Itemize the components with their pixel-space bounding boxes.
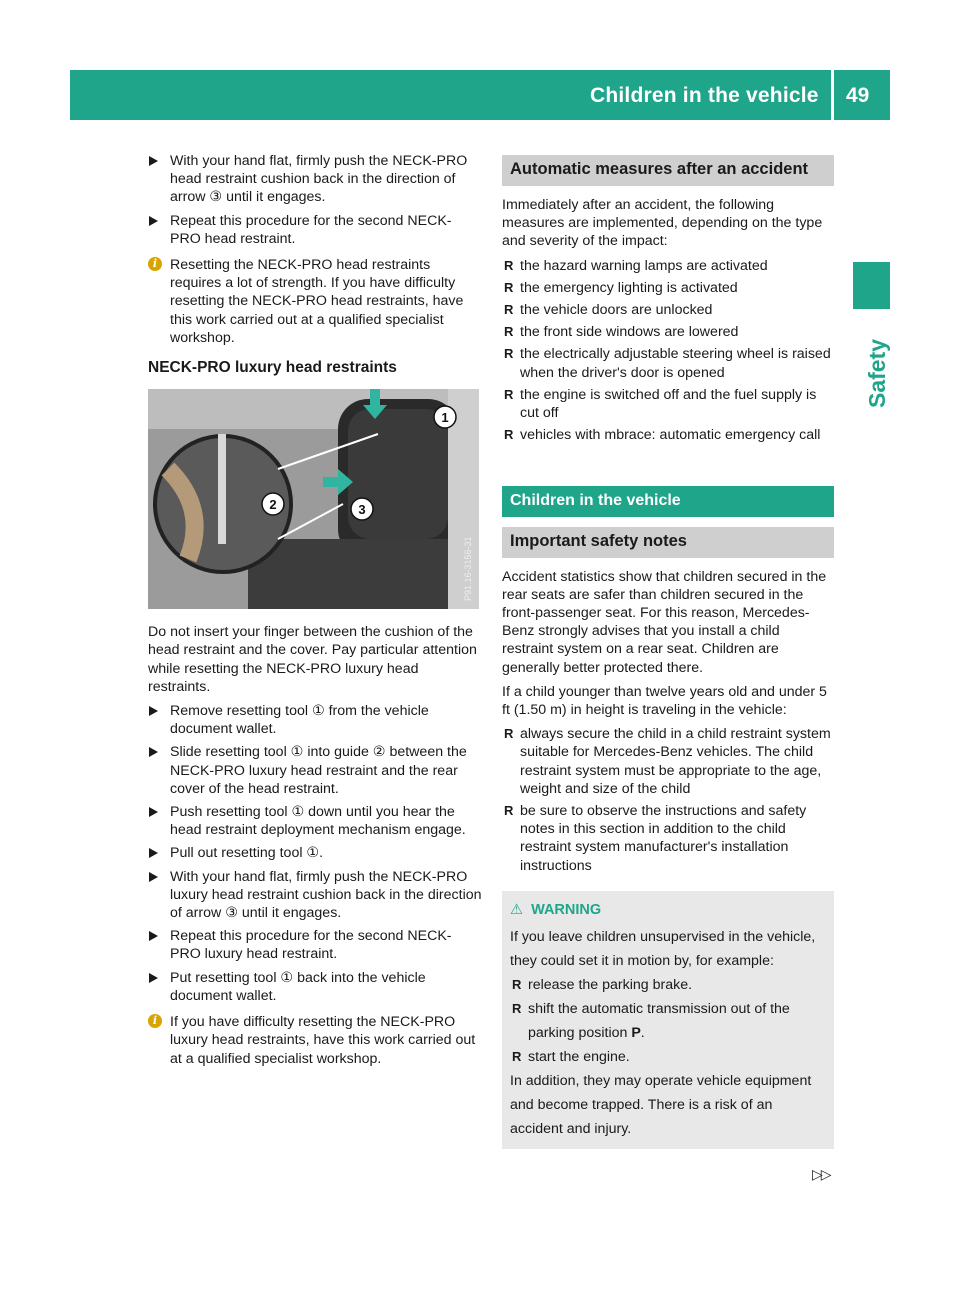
list-item: R the emergency lighting is activated bbox=[504, 279, 738, 296]
bullet-icon: R bbox=[504, 427, 514, 443]
figure-code: P91.16-3156-31 bbox=[463, 536, 473, 602]
head-restraint-photo bbox=[148, 389, 479, 609]
warning-triangle-icon: ⚠ bbox=[510, 901, 523, 918]
bullet-icon: R bbox=[504, 386, 514, 402]
page-title: Children in the vehicle bbox=[590, 84, 819, 107]
safety-notes-heading: Important safety notes bbox=[502, 527, 834, 558]
right-column bbox=[502, 155, 834, 1149]
list-item: R shift the automatic transmission out of the parking position P. bbox=[510, 997, 826, 1045]
warning-box bbox=[502, 891, 834, 1149]
step-item: Remove resetting tool ① from the vehicle document wallet. bbox=[148, 702, 482, 738]
list-item: R the engine is switched off and the fuel supply is cut off bbox=[504, 386, 817, 422]
step-arrow-icon bbox=[149, 973, 158, 983]
svg-text:3: 3 bbox=[358, 502, 366, 518]
info-icon: i bbox=[148, 1014, 162, 1028]
step-arrow-icon bbox=[149, 706, 158, 716]
bullet-icon: R bbox=[504, 324, 514, 340]
step-item: Push resetting tool ① down until you hear the head restraint deployment mechanism engage. bbox=[148, 803, 482, 839]
bullet-icon: R bbox=[504, 302, 514, 318]
list-item: R the front side windows are lowered bbox=[504, 324, 739, 341]
step-arrow-icon bbox=[149, 156, 158, 166]
step-arrow-icon bbox=[149, 807, 158, 817]
warning-outro: In addition, they may operate vehicle equipment and become trapped. There is a risk of an accident and injury. bbox=[510, 1073, 812, 1138]
svg-text:2: 2 bbox=[269, 497, 277, 513]
svg-text:1: 1 bbox=[441, 410, 449, 426]
children-heading: Children in the vehicle bbox=[502, 486, 834, 516]
auto-measures-heading: Automatic measures after an accident bbox=[502, 155, 834, 186]
left-column bbox=[148, 152, 482, 1078]
step-item: With your hand flat, firmly push the NECK-PRO luxury head restraint cushion back in the direction of arrow ③ until it engages. bbox=[148, 868, 482, 923]
info-note: i If you have difficulty resetting the NECK-PRO luxury head restraints, have this work carried out at a qualified specialist workshop. bbox=[148, 1013, 482, 1068]
bullet-icon: R bbox=[512, 1001, 522, 1017]
bullet-icon: R bbox=[504, 257, 514, 273]
step-arrow-icon bbox=[149, 872, 158, 882]
info-note: i Resetting the NECK-PRO head restraints requires a lot of strength. If you have difficulty resetting the NECK-PRO head restraints, have this work carried out at a qualified specialist workshop. bbox=[148, 256, 482, 347]
bullet-icon: R bbox=[512, 977, 522, 993]
step-item: Repeat this procedure for the second NECK-PRO luxury head restraint. bbox=[148, 927, 482, 963]
warning-intro: If you leave children unsupervised in the vehicle, they could set it in motion by, for example: bbox=[510, 929, 816, 970]
list-item: R release the parking brake. bbox=[510, 973, 826, 997]
list-item: R the hazard warning lamps are activated bbox=[504, 257, 768, 274]
safety-paragraph: If a child younger than twelve years old and under 5 ft (1.50 m) in height is traveling in the vehicle: bbox=[502, 683, 827, 719]
step-item: Put resetting tool ① back into the vehicle document wallet. bbox=[148, 969, 482, 1005]
section-tab-marker bbox=[853, 262, 890, 309]
step-item: Pull out resetting tool ①. bbox=[148, 844, 482, 862]
list-item: R be sure to observe the instructions and safety notes in this section in addition to the child restraint system manufacturer's installation instructions bbox=[504, 803, 807, 874]
bullet-icon: R bbox=[512, 1049, 522, 1065]
step-item: With your hand flat, firmly push the NECK-PRO head restraint cushion back in the direction of arrow ③ until it engages. bbox=[148, 152, 482, 207]
head-restraint-illustration bbox=[148, 389, 479, 609]
bullet-icon: R bbox=[504, 803, 514, 819]
step-arrow-icon bbox=[149, 747, 158, 757]
step-arrow-icon bbox=[149, 931, 158, 941]
step-item: Repeat this procedure for the second NECK-PRO head restraint. bbox=[148, 212, 482, 248]
step-arrow-icon bbox=[149, 216, 158, 226]
continued-icon: ▷▷ bbox=[812, 1166, 830, 1182]
list-item: R the vehicle doors are unlocked bbox=[504, 302, 713, 319]
bullet-icon: R bbox=[504, 346, 514, 362]
page-number: 49 bbox=[846, 84, 870, 107]
bullet-icon: R bbox=[504, 726, 514, 742]
luxury-paragraph: Do not insert your finger between the cushion of the head restraint and the cover. Pay particular attention while resetting the NECK-PRO luxury head restraints. bbox=[148, 624, 477, 695]
warning-title: ⚠ WARNING bbox=[510, 901, 602, 918]
auto-intro: Immediately after an accident, the following measures are implemented, depending on the type and severity of the impact: bbox=[502, 197, 823, 250]
list-item: R start the engine. bbox=[510, 1045, 826, 1069]
list-item: R always secure the child in a child restraint system suitable for Mercedes-Benz vehicles. The child restraint system must be appropriate to the age, weight and size of the child bbox=[504, 726, 831, 797]
section-tab-label: Safety bbox=[864, 338, 891, 409]
bullet-icon: R bbox=[504, 279, 514, 295]
list-item: R the electrically adjustable steering wheel is raised when the driver's door is opened bbox=[504, 346, 831, 381]
list-item: R vehicles with mbrace: automatic emergency call bbox=[504, 427, 821, 444]
step-arrow-icon bbox=[149, 848, 158, 858]
park-position-letter: P bbox=[631, 1025, 641, 1042]
info-icon: i bbox=[148, 257, 162, 271]
safety-paragraph: Accident statistics show that children secured in the rear seats are safer than children secured in the front-passenger seat. For this reason, Mercedes-Benz strongly advises that you install a child restraint system on a rear seat. Children are generally better protected there. bbox=[502, 568, 827, 676]
luxury-heading: NECK-PRO luxury head restraints bbox=[148, 359, 397, 377]
step-item: Slide resetting tool ① into guide ② between the NECK-PRO luxury head restraint and the rear cover of the head restraint. bbox=[148, 743, 482, 798]
header-divider bbox=[831, 70, 834, 120]
